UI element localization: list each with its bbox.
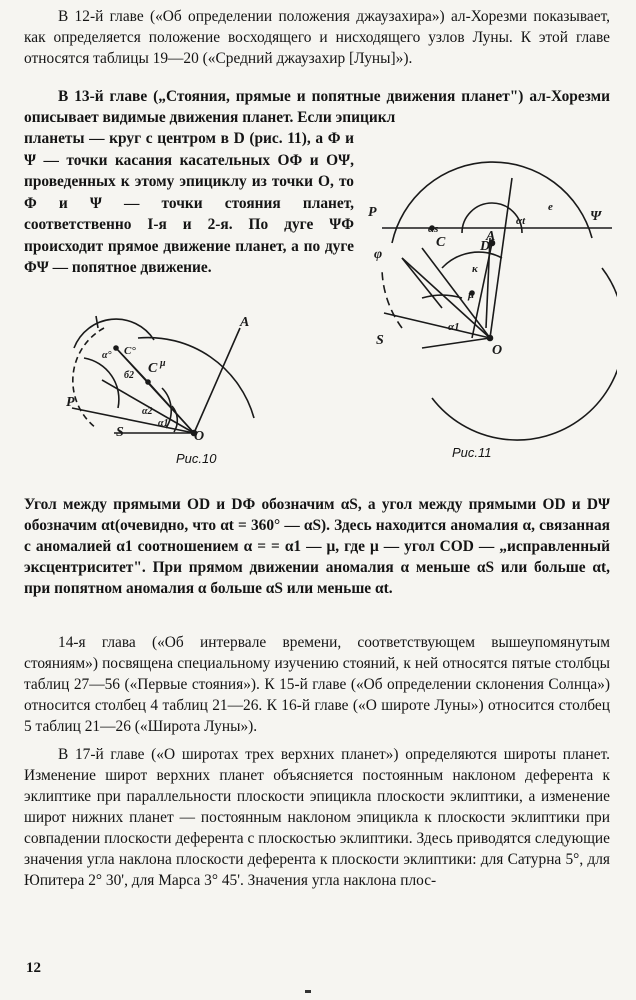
figure-10-caption: Рис.10 — [176, 451, 217, 466]
page-number: 12 — [26, 960, 41, 976]
label-alpha-s: αs — [428, 223, 439, 235]
paragraph-chapter-13-lead — [24, 86, 610, 128]
paragraph-text: В 12-й главе («Об определении положения джаузахира») ал-Хорезми показывает, как определяется положение восходящего и нисходящего узлов Луны. К этой главе относятся таблицы 19—20 («Средний джаузахир [Луны]»). — [24, 8, 610, 67]
figure-11-diagram — [362, 148, 617, 478]
label-alpha-prime: α° — [102, 350, 112, 361]
label-O: O — [492, 343, 503, 358]
paragraph-chapter-13-wrap: планеты — круг с центром в D (рис. 11), а Φ и Ψ — точки касания касательных OΦ и OΨ, проведенных к этому эпициклу из точки O, то Φ и Ψ — точки стояния планет, соответственно I-я и 2-я. По дуге ΨΦ происходит прямое движение планет, а по дуге ΦΨ — попятное движение. — [24, 130, 354, 276]
label-alpha1: α1 — [158, 418, 169, 429]
label-C: C — [436, 235, 446, 250]
label-P: P — [368, 205, 377, 220]
figure-11-caption: Рис.11 — [452, 445, 492, 460]
label-b2: б2 — [124, 370, 134, 381]
label-S: S — [116, 425, 124, 440]
label-Psi: Ψ — [590, 209, 602, 224]
label-D: D — [480, 239, 491, 254]
paragraph-chapter-12 — [24, 6, 610, 69]
label-mu: μ — [160, 358, 166, 369]
paragraph-text: В 17-й главе («О широтах трех верхних планет») определяются широты планет. Изменение широт верхних планет объясняется постоянным наклоном деферента к эклиптике при параллельности плоскости эпицикла плоскости эклиптики, а изменение широт нижних планет — постоянным наклоном эпицикла к плоскости эклиптики при совпадении плоскости деферента с плоскостью эклиптики. Здесь приводятся следующие значения угла наклона плоскости деферента к плоскости эклиптики: для Сатурна 5°, для Юпитера 2° 30', для Марса 3° 45'. Значения угла наклона плос- — [24, 746, 610, 889]
label-mu: μ — [468, 289, 475, 301]
figure-11 — [362, 148, 617, 478]
label-alpha2: α2 — [142, 406, 153, 417]
label-P: P — [66, 395, 75, 410]
label-O: O — [194, 429, 205, 443]
paragraph-chapter-17 — [24, 744, 610, 891]
label-A: A — [240, 315, 250, 330]
paragraph-angles — [24, 494, 610, 599]
label-Phi: φ — [374, 247, 383, 262]
label-e: e — [548, 201, 553, 213]
label-kappa: κ — [472, 263, 478, 275]
paragraph-chapter-14-16 — [24, 632, 610, 737]
label-S: S — [376, 333, 384, 348]
label-alpha1: α1 — [448, 321, 460, 333]
label-C: C — [148, 361, 158, 376]
print-mark — [305, 990, 311, 993]
label-C-prime: C° — [124, 345, 136, 357]
figure-10-diagram — [44, 308, 304, 443]
label-alpha-t: αt — [516, 215, 526, 227]
label-A: A — [486, 229, 496, 244]
paragraph-text: В 13-й главе („Стояния, прямые и попятные движения планет") ал-Хорезми описывает видимые движения планет. Если эпицикл — [24, 88, 610, 126]
paragraph-text: 14-я глава («Об интервале времени, соответствующем вышеупомянутым стояниям») посвящена специальному изучению стояний, к ней относятся пятые столбцы таблиц 27—56 («Первые стояния»). К 15-й главе («Об определении склонения Солнца») относится столбец 4 таблиц 21—26. К 16-й главе («О широте Луны») относится столбец 5 таблиц 21—26 («Широта Луны»). — [24, 634, 610, 735]
figure-10 — [44, 308, 304, 443]
paragraph-text: Угол между прямыми OD и DΦ обозначим αS, а угол между прямыми OD и DΨ обозначим αt(очевидно, что αt = 360° — αS). Здесь находится аномалия α, связанная с аномалией α1 соотношением α = = α1 — μ, где μ — угол COD — „исправленный эксцентриситет". При прямом движении аномалия α меньше αS или больше αt, при попятном аномалия α больше αS или меньше αt. — [24, 496, 610, 597]
